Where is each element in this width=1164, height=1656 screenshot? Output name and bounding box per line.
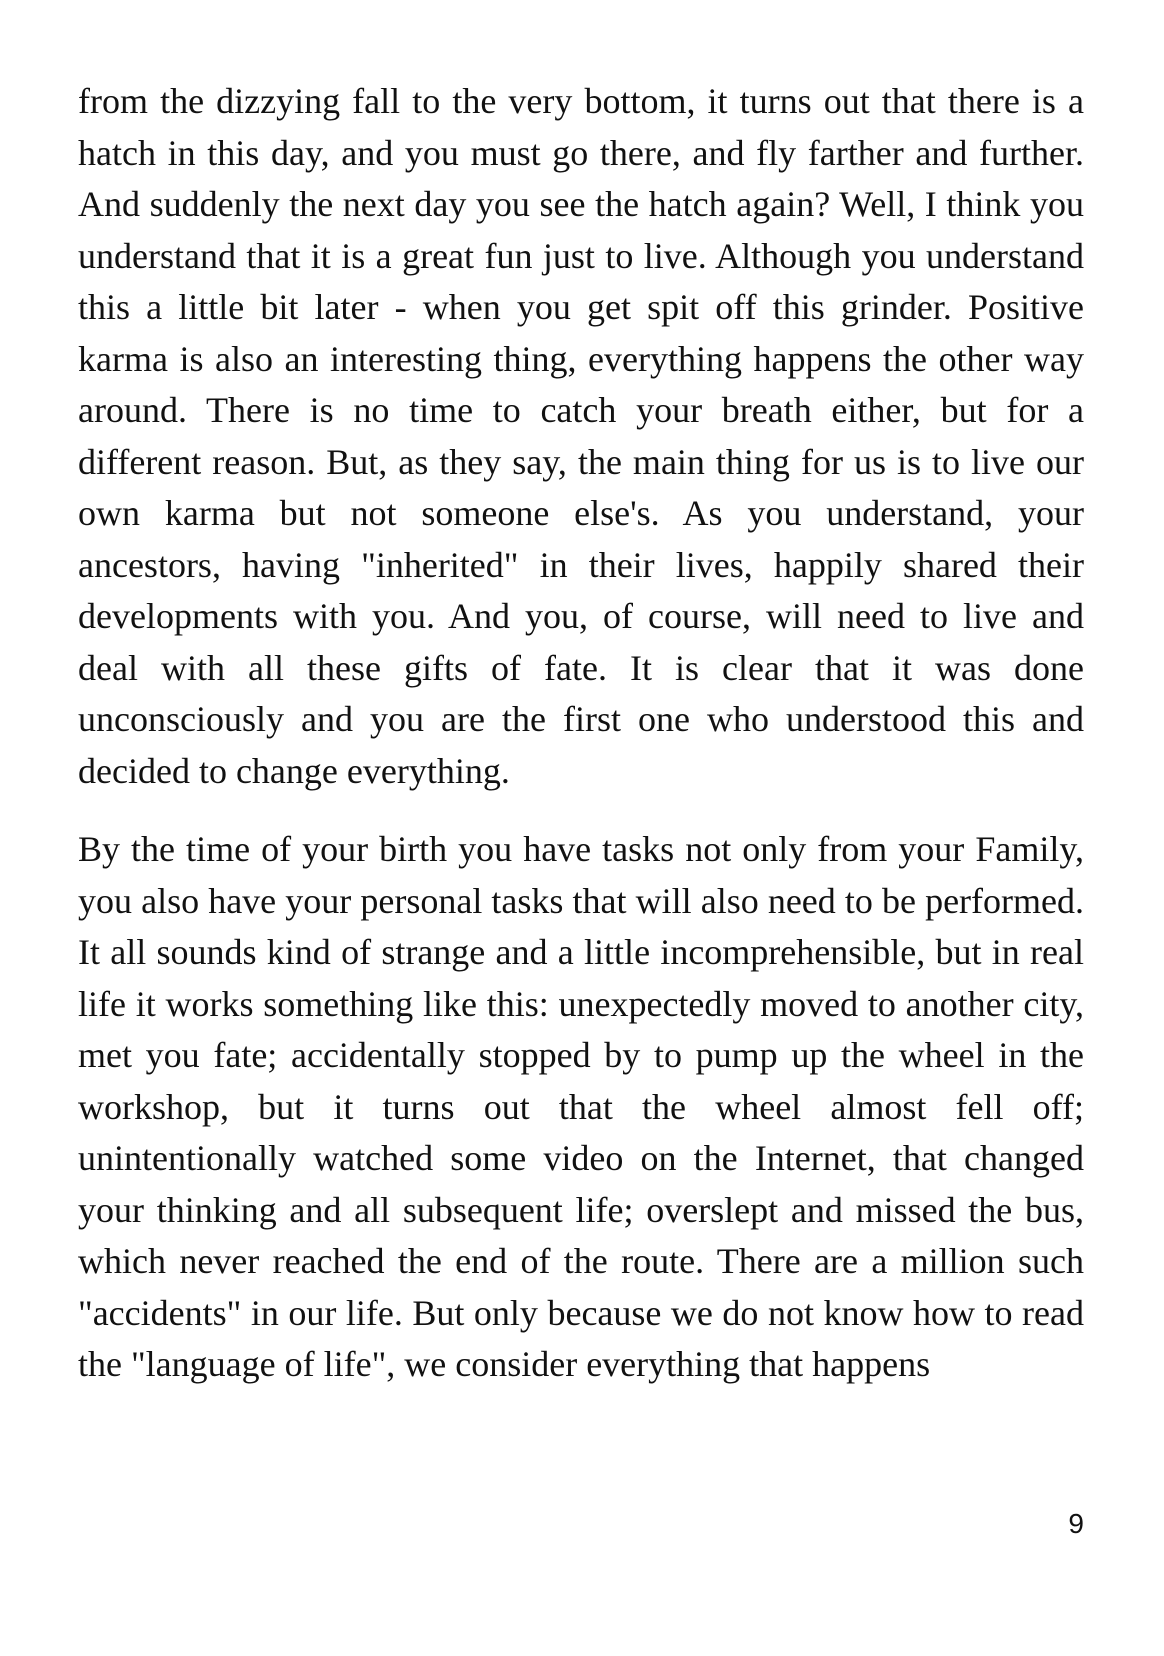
paragraph-2: By the time of your birth you have tasks not only from your Family, you also have your personal tasks that will also need to be performed. It all sounds kind of strange and a little incomprehensible, but in real life it works something like this: unexpectedly moved to another city, met you fate; accidentally stopped by to pump up the wheel in the workshop, but it turns out that the wheel almost fell off; unintentionally watched some video on the Internet, that changed your thinking and all subsequent life; overslept and missed the bus, which never reached the end of the route. There are a million such "accidents" in our life. But only because we do not know how to read the "language of life", we consider everything that happens bbox=[78, 829, 1084, 1384]
body-text bbox=[78, 76, 1084, 1391]
page-number: 9 bbox=[1068, 1508, 1084, 1539]
paragraph-1: from the dizzying fall to the very bottom, it turns out that there is a hatch in this day, and you must go there, and fly farther and further. And suddenly the next day you see the hatch again? Well, I think you understand that it is a great fun just to live. Although you understand this a little bit later - when you get spit off this grinder. Positive karma is also an interesting thing, everything happens the other way around. There is no time to catch your breath either, but for a different reason. But, as they say, the main thing for us is to live our own karma but not someone else's. As you understand, your ancestors, having "inherited" in their lives, happily shared their developments with you. And you, of course, will need to live and deal with all these gifts of fate. It is clear that it was done unconsciously and you are the first one who understood this and decided to change everything. bbox=[78, 81, 1084, 791]
